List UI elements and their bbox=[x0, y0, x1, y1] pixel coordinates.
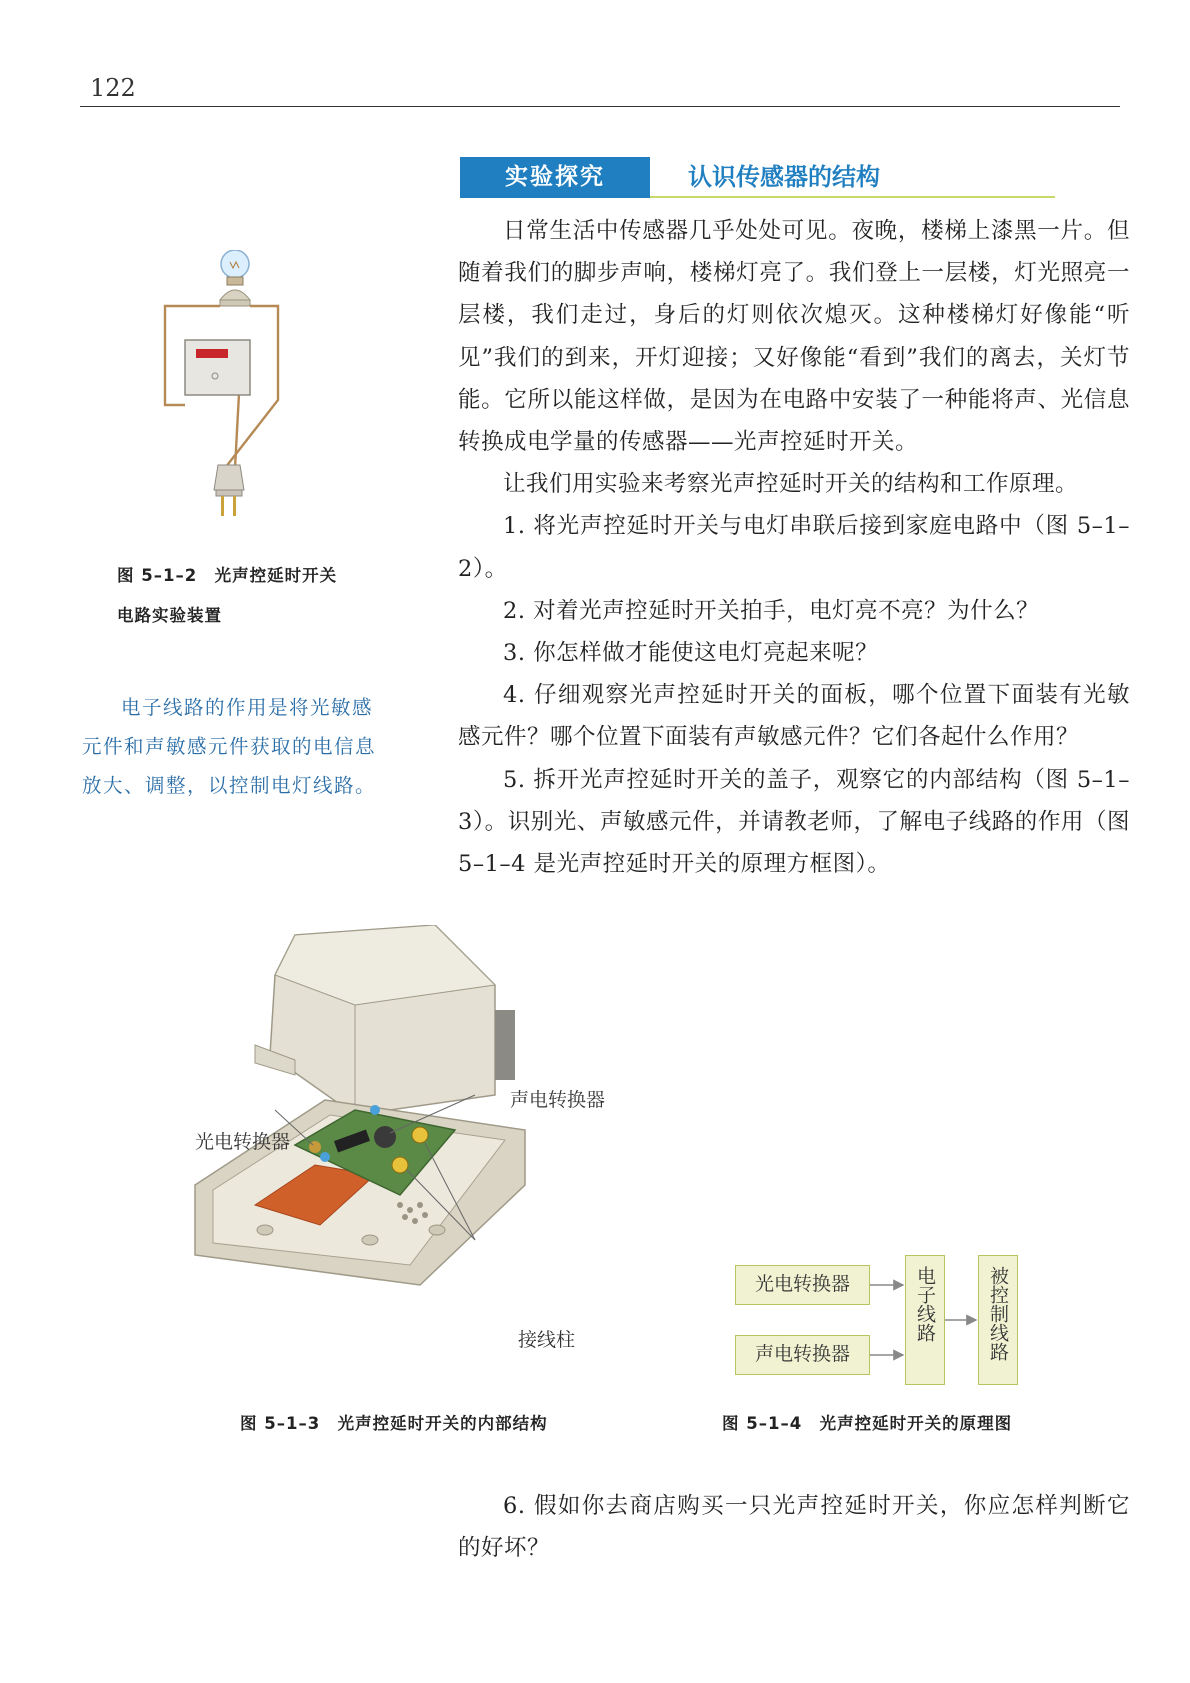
label-light-converter: 光电转换器 bbox=[195, 1131, 291, 1153]
delay-switch-icon bbox=[185, 340, 250, 395]
header-rule bbox=[80, 106, 1120, 107]
box-electronic-circuit-label: 电子线路 bbox=[914, 1266, 936, 1342]
step-4: 4. 仔细观察光声控延时开关的面板，哪个位置下面装有光敏感元件？哪个位置下面装有声敏感元件？它们各起什么作用？ bbox=[458, 682, 1130, 751]
side-note-text: 电子线路的作用是将光敏感元件和声敏感元件获取的电信息放大、调整，以控制电灯线路。 bbox=[82, 696, 377, 797]
block-diagram bbox=[735, 1255, 1015, 1395]
step-3: 3. 你怎样做才能使这电灯亮起来呢？ bbox=[503, 640, 879, 667]
question-6-text: 6. 假如你去商店购买一只光声控延时开关，你应怎样判断它的好坏？ bbox=[458, 1493, 1130, 1562]
body-text bbox=[458, 210, 1130, 885]
switch-internal-structure-figure bbox=[175, 925, 655, 1365]
experiment-intro: 让我们用实验来考察光声控延时开关的结构和工作原理。 bbox=[503, 471, 1079, 498]
switch-circuit-illustration bbox=[160, 250, 310, 540]
box-controlled-circuit-label: 被控制线路 bbox=[987, 1266, 1009, 1361]
figure-512-caption bbox=[117, 556, 337, 636]
figure-512-caption-line1: 图 5–1–2 光声控延时开关 bbox=[117, 566, 338, 585]
light-bulb-icon bbox=[220, 250, 250, 306]
section-banner bbox=[460, 157, 1085, 198]
plug-icon bbox=[214, 465, 244, 516]
step-5: 5. 拆开光声控延时开关的盖子，观察它的内部结构（图 5–1–3）。识别光、声敏感元件，并请教老师，了解电子线路的作用（图 5–1–4 是光声控延时开关的原理方框图）。 bbox=[458, 766, 1130, 878]
box-controlled-circuit bbox=[978, 1255, 1018, 1385]
page-number: 122 bbox=[90, 74, 136, 102]
section-title: 认识传感器的结构 bbox=[688, 163, 880, 191]
step-1: 1. 将光声控延时开关与电灯串联后接到家庭电路中（图 5–1–2）。 bbox=[458, 513, 1130, 582]
intro-paragraph: 日常生活中传感器几乎处处可见。夜晚，楼梯上漆黑一片。但随着我们的脚步声响，楼梯灯亮了。我们登上一层楼，灯光照亮一层楼，我们走过，身后的灯则依次熄灭。这种楼梯灯好像能“听见”我们的到来，开灯迎接；又好像能“看到”我们的离去，关灯节能。它所以能这样做，是因为在电路中安装了一种能将声、光信息转换成电学量的传感器——光声控延时开关。 bbox=[458, 218, 1130, 456]
box-light-converter: 光电转换器 bbox=[735, 1265, 870, 1305]
question-6 bbox=[458, 1485, 1130, 1569]
box-sound-converter: 声电转换器 bbox=[735, 1335, 870, 1375]
step-2: 2. 对着光声控延时开关拍手，电灯亮不亮？为什么？ bbox=[503, 597, 1040, 624]
box-electronic-circuit bbox=[905, 1255, 945, 1385]
switch-cover-icon bbox=[255, 925, 515, 1115]
figure-514-caption: 图 5–1–4 光声控延时开关的原理图 bbox=[722, 1414, 1013, 1433]
figure-512-caption-line2: 电路实验装置 bbox=[117, 606, 222, 625]
label-sound-converter: 声电转换器 bbox=[510, 1089, 606, 1111]
section-underline bbox=[650, 196, 1055, 198]
section-tag: 实验探究 bbox=[460, 157, 650, 198]
label-terminal: 接线柱 bbox=[518, 1329, 576, 1351]
figure-513-caption: 图 5–1–3 光声控延时开关的内部结构 bbox=[240, 1414, 548, 1433]
side-note bbox=[82, 688, 388, 805]
